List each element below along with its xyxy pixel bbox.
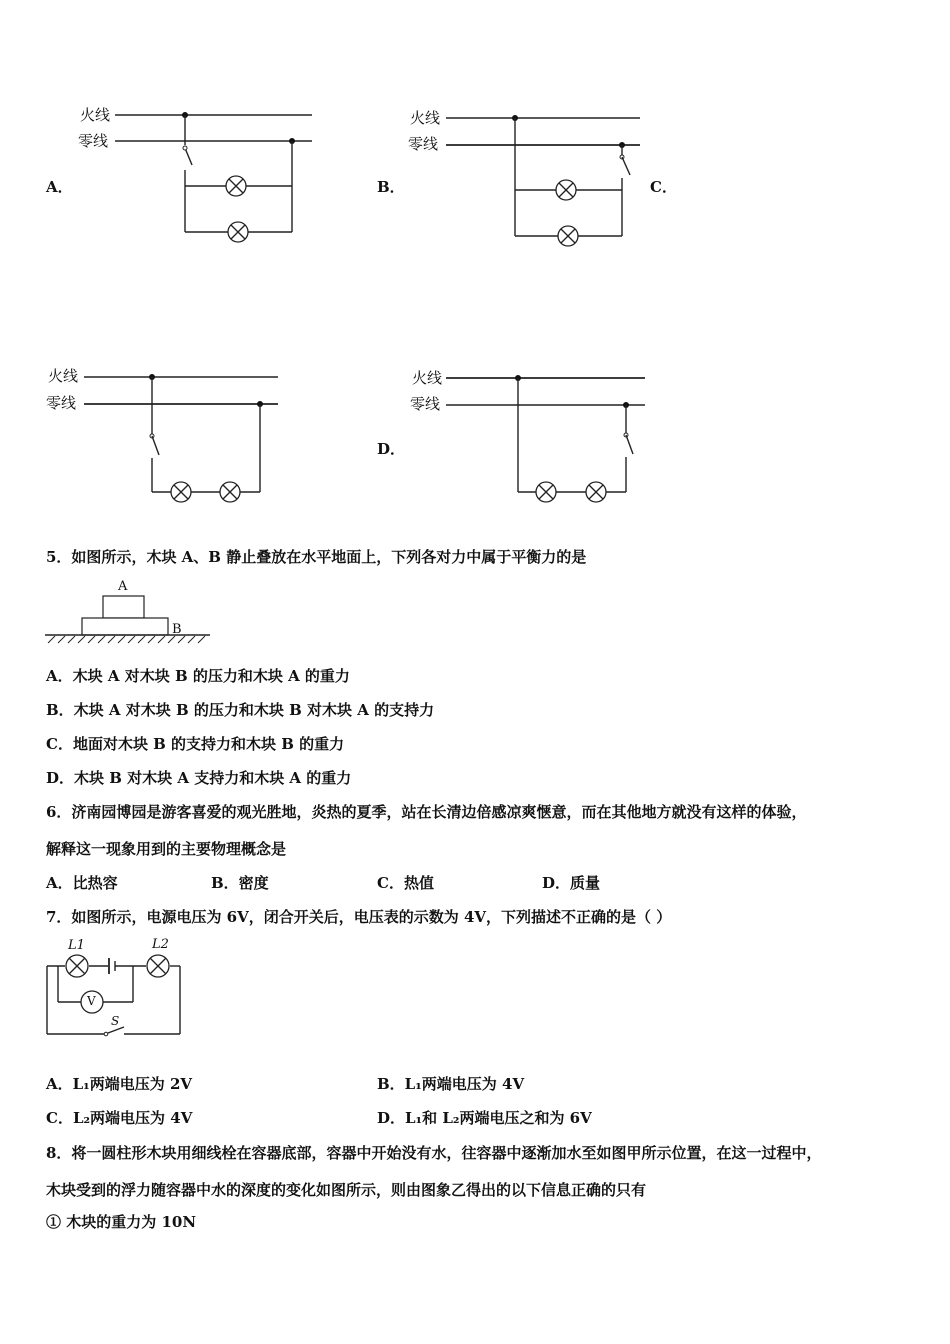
q7-option: B．L₁两端电压为 4V	[377, 1075, 525, 1093]
neutral-wire-label: 零线	[78, 132, 109, 150]
q6-option: A．比热容	[46, 874, 118, 892]
circuit-c	[84, 374, 278, 502]
lamp-icon	[228, 222, 248, 242]
q5-option: A．木块 A 对木块 B 的压力和木块 A 的重力	[46, 667, 350, 685]
q7-option: C．L₂两端电压为 4V	[46, 1109, 193, 1127]
q6-stem: 6．济南园博园是游客喜爱的观光胜地，炎热的夏季，站在长清边倍感凉爽惬意，而在其他地方就没有这样的体验，	[46, 803, 807, 821]
lamp-icon	[226, 176, 246, 196]
option-d-label: D．	[377, 440, 406, 458]
circuit-a	[115, 112, 312, 242]
lamp-icon	[586, 482, 606, 502]
lamp-icon	[536, 482, 556, 502]
q8-item: ① 木块的重力为 10N	[46, 1213, 197, 1231]
q8-stem: 8．将一圆柱形木块用细线栓在容器底部，容器中开始没有水，往容器中逐渐加水至如图甲所示位置，在这一过程中，	[46, 1144, 822, 1162]
option-c-label: C．	[650, 178, 677, 196]
q7-option: D．L₁和 L₂两端电压之和为 6V	[377, 1109, 592, 1127]
live-wire-label: 火线	[412, 369, 443, 387]
neutral-wire-label: 零线	[410, 395, 441, 413]
q5-option: B．木块 A 对木块 B 的压力和木块 B 对木块 A 的支持力	[46, 701, 435, 719]
switch-label: S	[111, 1014, 120, 1028]
q7-stem: 7．如图所示，电源电压为 6V，闭合开关后，电压表的示数为 4V，下列描述不正确的是（ ）	[46, 908, 672, 926]
block-b-label: B	[172, 622, 182, 637]
blocks-figure	[45, 596, 210, 643]
lamp-icon	[558, 226, 578, 246]
lamp-icon	[66, 955, 88, 977]
lamp-icon	[220, 482, 240, 502]
circuit-d	[446, 375, 645, 502]
block-a-label: A	[118, 579, 128, 594]
live-wire-label: 火线	[80, 106, 111, 124]
q6-option: B．密度	[211, 874, 269, 892]
q7-option: A．L₁两端电压为 2V	[46, 1075, 193, 1093]
q8-stem-cont: 木块受到的浮力随容器中水的深度的变化如图所示，则由图象乙得出的以下信息正确的只有	[46, 1181, 647, 1199]
q6-option: C．热值	[377, 874, 434, 892]
option-b-label: B．	[377, 178, 405, 196]
live-wire-label: 火线	[410, 109, 441, 127]
circuit-b	[446, 115, 640, 246]
lamp-icon	[147, 955, 169, 977]
lamp-icon	[171, 482, 191, 502]
option-a-label: A．	[46, 178, 73, 196]
voltmeter-label: V	[87, 994, 96, 1008]
q5-option: C．地面对木块 B 的支持力和木块 B 的重力	[46, 735, 345, 753]
q5-option: D．木块 B 对木块 A 支持力和木块 A 的重力	[46, 769, 352, 787]
q5-stem: 5．如图所示，木块 A、B 静止叠放在水平地面上，下列各对力中属于平衡力的是	[46, 548, 587, 566]
live-wire-label: 火线	[48, 367, 79, 385]
neutral-wire-label: 零线	[408, 135, 439, 153]
lamp-icon	[556, 180, 576, 200]
q6-stem-cont: 解释这一现象用到的主要物理概念是	[46, 840, 287, 858]
neutral-wire-label: 零线	[46, 394, 77, 412]
q6-option: D．质量	[542, 874, 601, 892]
l2-label: L2	[152, 937, 169, 952]
l1-label: L1	[68, 938, 85, 953]
